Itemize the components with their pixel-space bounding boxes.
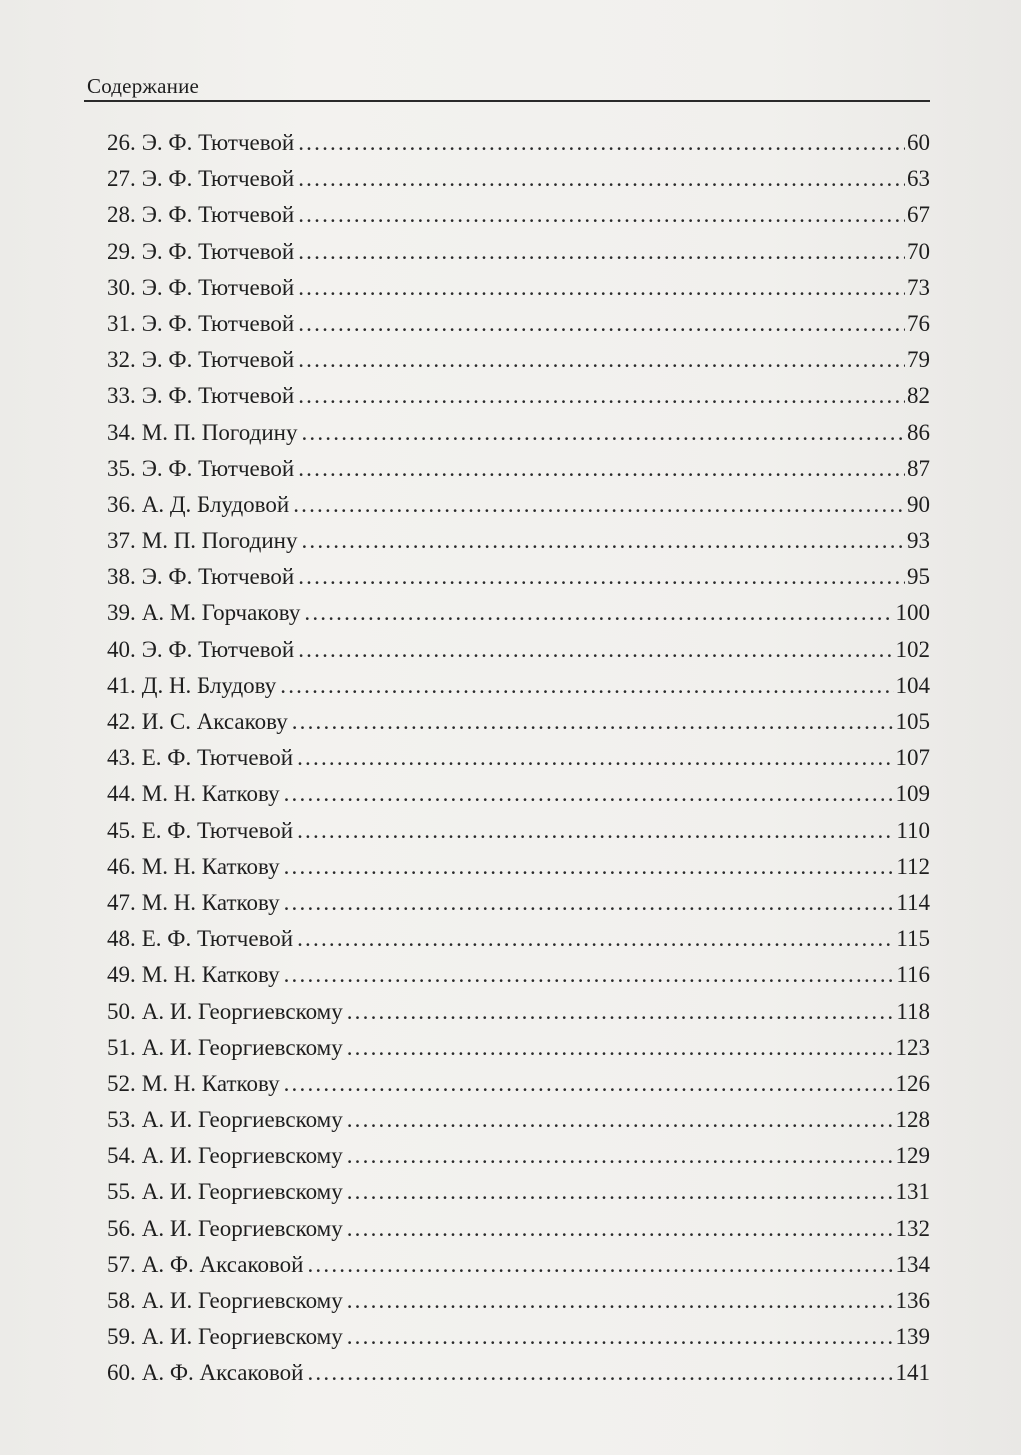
toc-entry-page-number: 95: [907, 564, 930, 590]
toc-entry: [107, 564, 930, 600]
toc-entry: [107, 999, 930, 1035]
toc-entry: [107, 1143, 930, 1179]
toc-entry-addressee: М. Н. Каткову: [141, 1070, 280, 1096]
toc-entry-page-number: 115: [896, 926, 930, 952]
toc-entry-page-number: 134: [895, 1251, 930, 1277]
toc-entry-addressee: Э. Ф. Тютчевой: [141, 238, 295, 264]
toc-entry-addressee: Э. Ф. Тютчевой: [141, 310, 295, 336]
toc-entry-addressee: Э. Ф. Тютчевой: [141, 455, 295, 481]
dot-leader: [298, 130, 905, 156]
toc-entry-number: 57.: [107, 1251, 136, 1277]
dot-leader: [284, 781, 894, 807]
toc-entry-addressee: Э. Ф. Тютчевой: [141, 202, 295, 228]
toc-entry-number: 42.: [107, 709, 136, 734]
toc-entry-addressee: Э. Ф. Тютчевой: [141, 383, 295, 409]
dot-leader: [298, 275, 905, 301]
dot-leader: [284, 962, 895, 988]
toc-entry-page-number: 136: [895, 1288, 930, 1313]
toc-entry-number: 53.: [107, 1107, 136, 1133]
toc-entry-page-number: 104: [895, 672, 930, 698]
toc-entry-number: 56.: [107, 1215, 136, 1241]
dot-leader: [298, 383, 905, 409]
toc-entry-page-number: 60: [907, 130, 930, 155]
toc-entry: [107, 239, 930, 275]
toc-entry: [107, 637, 930, 673]
toc-entry-page-number: 118: [896, 998, 930, 1024]
toc-entry-addressee: Э. Ф. Тютчевой: [141, 347, 295, 373]
toc-entry-addressee: А. И. Георгиевскому: [141, 1215, 343, 1241]
toc-entry: [107, 818, 930, 854]
toc-entry-number: 46.: [107, 853, 136, 879]
dot-leader: [297, 926, 894, 952]
toc-entry-page-number: 93: [907, 528, 930, 554]
toc-entry-addressee: А. И. Георгиевскому: [141, 1324, 343, 1350]
toc-entry-number: 37.: [107, 528, 136, 554]
dot-leader: [301, 420, 905, 446]
toc-entry-addressee: М. П. Погодину: [141, 419, 298, 445]
toc-entry-addressee: Э. Ф. Тютчевой: [141, 274, 295, 300]
toc-entry-page-number: 87: [907, 455, 930, 481]
toc-entry-addressee: А. И. Георгиевскому: [141, 1034, 343, 1060]
toc-entry-number: 60.: [107, 1360, 136, 1386]
toc-entry: [107, 130, 930, 166]
toc-entry-page-number: 123: [895, 1034, 930, 1060]
toc-entry-page-number: 102: [895, 636, 930, 662]
toc-entry: [107, 1107, 930, 1143]
toc-entry-page-number: 79: [907, 347, 930, 373]
dot-leader: [347, 1324, 894, 1350]
toc-entry-page-number: 126: [895, 1070, 930, 1096]
toc-entry-addressee: М. Н. Каткову: [141, 781, 280, 807]
dot-leader: [297, 745, 893, 771]
toc-entry-number: 41.: [107, 672, 136, 698]
toc-entry: [107, 383, 930, 419]
dot-leader: [347, 1288, 894, 1314]
toc-entry-page-number: 73: [907, 274, 930, 300]
dot-leader: [298, 166, 905, 192]
toc-entry-number: 50.: [107, 998, 136, 1024]
dot-leader: [298, 456, 905, 482]
toc-entry-page-number: 116: [896, 962, 930, 988]
toc-entry-addressee: Э. Ф. Тютчевой: [141, 130, 295, 155]
toc-entry-number: 31.: [107, 310, 136, 336]
toc-entry-addressee: Е. Ф. Тютчевой: [141, 926, 294, 952]
toc-entry-addressee: А. Ф. Аксаковой: [141, 1360, 304, 1386]
toc-entry-addressee: А. И. Георгиевскому: [141, 1143, 343, 1169]
toc-entry: [107, 673, 930, 709]
toc-entry-addressee: Е. Ф. Тютчевой: [141, 745, 294, 771]
toc-entry-number: 59.: [107, 1324, 136, 1350]
toc-entry-number: 29.: [107, 238, 136, 264]
toc-entry-addressee: М. Н. Каткову: [141, 889, 280, 915]
toc-entry-number: 45.: [107, 817, 136, 843]
toc-entry-page-number: 129: [895, 1143, 930, 1169]
toc-entry: [107, 600, 930, 636]
toc-entry-page-number: 107: [895, 745, 930, 771]
toc-entry-page-number: 63: [907, 166, 930, 192]
dot-leader: [284, 890, 895, 916]
toc-entry-addressee: А. И. Георгиевскому: [141, 1288, 343, 1313]
toc-entry: [107, 1179, 930, 1215]
toc-entry: [107, 528, 930, 564]
dot-leader: [298, 347, 905, 373]
toc-entry-page-number: 86: [907, 419, 930, 445]
toc-entry-number: 58.: [107, 1288, 136, 1313]
toc-entry-addressee: Д. Н. Блудову: [141, 672, 277, 698]
toc-entry: [107, 347, 930, 383]
toc-entry-number: 52.: [107, 1070, 136, 1096]
toc-entry-number: 47.: [107, 889, 136, 915]
toc-entry-addressee: И. С. Аксакову: [141, 709, 288, 734]
toc-entry: [107, 1324, 930, 1360]
toc-entry-number: 33.: [107, 383, 136, 409]
toc-entry-number: 48.: [107, 926, 136, 952]
header-rule: [84, 100, 930, 102]
toc-entry-number: 36.: [107, 491, 136, 517]
dot-leader: [304, 600, 893, 626]
toc-entry-addressee: М. Н. Каткову: [141, 962, 280, 988]
toc-entry-page-number: 70: [907, 238, 930, 264]
toc-entry-addressee: А. Ф. Аксаковой: [141, 1251, 304, 1277]
toc-entry-page-number: 110: [896, 817, 930, 843]
dot-leader: [298, 637, 893, 663]
dot-leader: [292, 709, 894, 735]
toc-entry-addressee: А. Д. Блудовой: [141, 491, 290, 517]
toc-entry-number: 28.: [107, 202, 136, 228]
running-title: Содержание: [87, 74, 200, 98]
dot-leader: [301, 528, 905, 554]
toc-entry: [107, 492, 930, 528]
toc-entry-addressee: М. П. Погодину: [141, 528, 298, 554]
toc-entry: [107, 1071, 930, 1107]
toc-entry: [107, 709, 930, 745]
dot-leader: [307, 1360, 893, 1386]
toc-entry-addressee: М. Н. Каткову: [141, 853, 280, 879]
dot-leader: [297, 818, 894, 844]
toc-entry-number: 54.: [107, 1143, 136, 1169]
toc-entry-number: 49.: [107, 962, 136, 988]
toc-entry-addressee: А. И. Георгиевскому: [141, 1107, 343, 1133]
toc-entry-page-number: 67: [907, 202, 930, 228]
toc-entry-addressee: А. И. Георгиевскому: [141, 1179, 343, 1205]
dot-leader: [298, 202, 905, 228]
toc-entry: [107, 1360, 930, 1396]
toc-entry-page-number: 109: [895, 781, 930, 807]
toc-entry-number: 38.: [107, 564, 136, 590]
toc-entry-number: 30.: [107, 274, 136, 300]
toc-entry: [107, 781, 930, 817]
toc-entry: [107, 420, 930, 456]
toc-entry: [107, 456, 930, 492]
toc-entry-page-number: 114: [896, 889, 930, 915]
toc-entry-number: 43.: [107, 745, 136, 771]
toc-entry-addressee: Э. Ф. Тютчевой: [141, 636, 295, 662]
toc-entry-page-number: 100: [895, 600, 930, 626]
toc-entry: [107, 854, 930, 890]
toc-entry-addressee: Э. Ф. Тютчевой: [141, 564, 295, 590]
dot-leader: [298, 311, 905, 337]
toc-entry: [107, 745, 930, 781]
toc-entry-page-number: 132: [895, 1215, 930, 1241]
toc-entry: [107, 311, 930, 347]
toc-entry-addressee: А. М. Горчакову: [141, 600, 301, 626]
dot-leader: [347, 1216, 894, 1242]
toc-entry-page-number: 90: [907, 491, 930, 517]
toc-entry-number: 39.: [107, 600, 136, 626]
toc-entry-addressee: Е. Ф. Тютчевой: [141, 817, 294, 843]
toc-entry-number: 34.: [107, 419, 136, 445]
toc-entry: [107, 890, 930, 926]
dot-leader: [293, 492, 905, 518]
toc-entry-number: 40.: [107, 636, 136, 662]
toc-entry-page-number: 128: [895, 1107, 930, 1133]
toc-entry: [107, 1216, 930, 1252]
toc-entry-page-number: 105: [895, 709, 930, 734]
toc-entry-page-number: 76: [907, 310, 930, 336]
toc-entry: [107, 1035, 930, 1071]
toc-entry: [107, 202, 930, 238]
toc-entry: [107, 166, 930, 202]
toc-entry-number: 55.: [107, 1179, 136, 1205]
dot-leader: [347, 999, 895, 1025]
toc-entry-page-number: 131: [895, 1179, 930, 1205]
toc-entry: [107, 275, 930, 311]
toc-entry: [107, 1252, 930, 1288]
dot-leader: [280, 673, 893, 699]
toc-entry-number: 44.: [107, 781, 136, 807]
toc-entry-number: 27.: [107, 166, 136, 192]
toc-entry-addressee: Э. Ф. Тютчевой: [141, 166, 295, 192]
toc-entry-number: 35.: [107, 455, 136, 481]
dot-leader: [284, 854, 895, 880]
toc-entry-page-number: 141: [895, 1360, 930, 1386]
table-of-contents: [107, 130, 930, 1397]
toc-entry-page-number: 139: [895, 1324, 930, 1350]
toc-entry-page-number: 112: [896, 853, 930, 879]
dot-leader: [307, 1252, 893, 1278]
toc-entry: [107, 926, 930, 962]
dot-leader: [347, 1107, 894, 1133]
dot-leader: [298, 564, 905, 590]
toc-entry-page-number: 82: [907, 383, 930, 409]
dot-leader: [347, 1143, 894, 1169]
dot-leader: [284, 1071, 894, 1097]
dot-leader: [298, 239, 905, 265]
toc-entry: [107, 1288, 930, 1324]
toc-entry-number: 26.: [107, 130, 136, 155]
dot-leader: [347, 1035, 894, 1061]
dot-leader: [347, 1179, 894, 1205]
toc-entry: [107, 962, 930, 998]
toc-entry-number: 51.: [107, 1034, 136, 1060]
toc-entry-number: 32.: [107, 347, 136, 373]
toc-entry-addressee: А. И. Георгиевскому: [141, 998, 343, 1024]
